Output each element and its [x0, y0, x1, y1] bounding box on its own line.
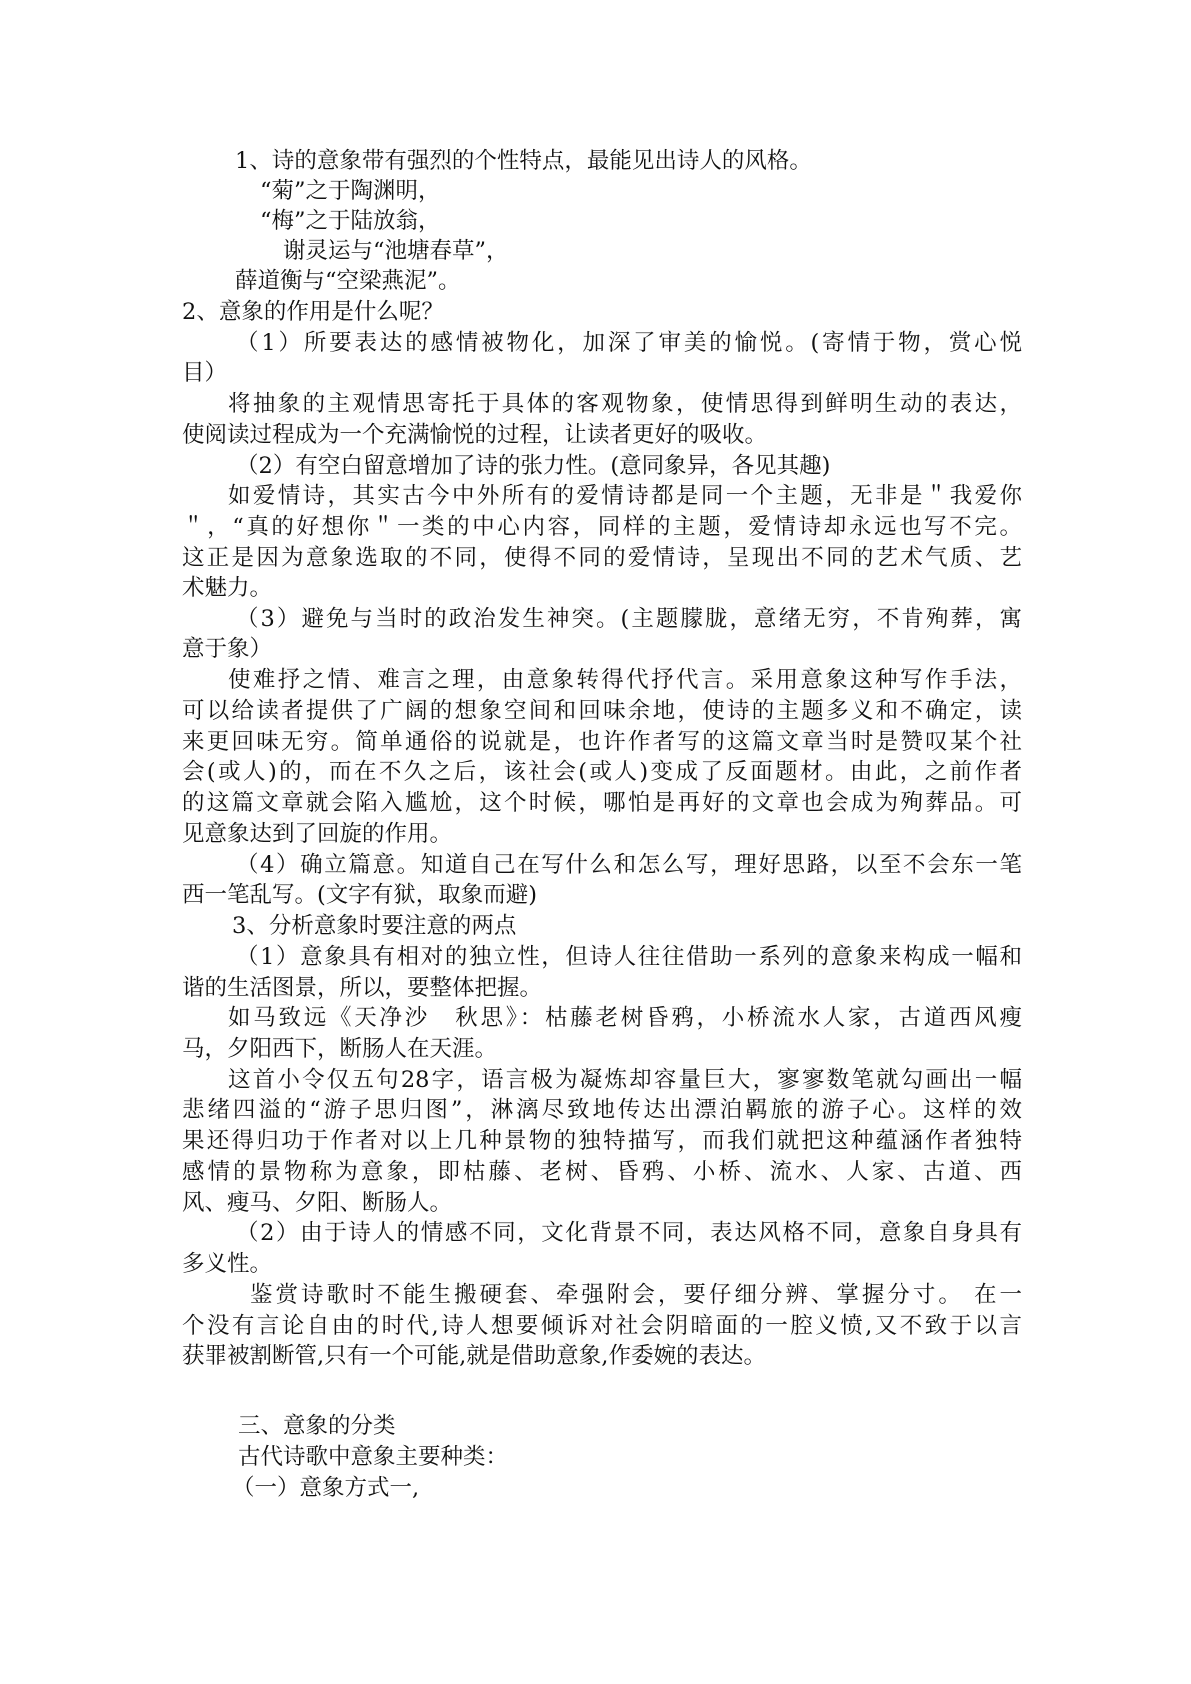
text-line: 谢灵运与“池塘春草”，	[283, 238, 509, 264]
text-line: 1、诗的意象带有强烈的个性特点，最能见出诗人的风格。	[235, 148, 812, 174]
text-line: “梅”之于陆放翁，	[260, 208, 441, 234]
text-line: （2）由于诗人的情感不同，文化背景不同，表达风格不同，意象自身具有	[236, 1220, 1022, 1246]
text-line: 薛道衡与“空梁燕泥”。	[235, 268, 461, 294]
text-line: 马，夕阳西下，断肠人在天涯。	[182, 1036, 498, 1062]
text-line: 来更回味无穷。简单通俗的说就是，也许作者写的这篇文章当时是赞叹某个社	[182, 729, 1022, 755]
text-line: 谐的生活图景，所以，要整体把握。	[182, 975, 543, 1001]
text-line: 多义性。	[182, 1251, 273, 1277]
text-line: 西一笔乱写。(文字有狱，取象而避)	[182, 882, 538, 908]
text-line: 这首小令仅五句28字，语言极为凝炼却容量巨大，寥寥数笔就勾画出一幅	[228, 1067, 1022, 1093]
text-line: 风、瘦马、夕阳、断肠人。	[182, 1190, 453, 1216]
text-line: 见意象达到了回旋的作用。	[182, 821, 453, 847]
text-line: 使难抒之情、难言之理，由意象转得代抒代言。采用意象这种写作手法，	[228, 667, 1022, 693]
text-line: 如马致远《天净沙 秋思》：枯藤老树昏鸦，小桥流水人家，古道西风瘦	[228, 1005, 1022, 1031]
text-line: 意于象）	[182, 636, 273, 662]
text-line: ＂，“真的好想你＂一类的中心内容，同样的主题，爱情诗却永远也写不完。	[182, 514, 1022, 540]
text-line: 个没有言论自由的时代,诗人想要倾诉对社会阴暗面的一腔义愤,又不致于以言	[182, 1313, 1022, 1339]
section-heading: 三、意象的分类	[238, 1413, 396, 1439]
text-line: （2）有空白留意增加了诗的张力性。(意同象异，各见其趣)	[236, 453, 831, 479]
text-line: “菊”之于陶渊明，	[260, 178, 441, 204]
text-line: 会(或人)的，而在不久之后，该社会(或人)变成了反面题材。由此，之前作者	[182, 759, 1022, 785]
text-line: （4）确立篇意。知道自己在写什么和怎么写，理好思路，以至不会东一笔	[236, 852, 1022, 878]
text-line: （一）意象方式一,	[232, 1475, 420, 1501]
text-line: （3）避免与当时的政治发生神突。(主题朦胧，意绪无穷，不肯殉葬，寓	[236, 606, 1022, 632]
text-line: 使阅读过程成为一个充满愉悦的过程，让读者更好的吸收。	[182, 422, 768, 448]
text-line: 悲绪四溢的“游子思归图”，淋漓尽致地传达出漂泊羁旅的游子心。这样的效	[182, 1097, 1022, 1123]
text-line: 这正是因为意象选取的不同，使得不同的爱情诗，呈现出不同的艺术气质、艺	[182, 545, 1022, 571]
text-line: 获罪被割断管,只有一个可能,就是借助意象,作委婉的表达。	[182, 1343, 766, 1369]
text-line: 的这篇文章就会陷入尴尬，这个时候，哪怕是再好的文章也会成为殉葬品。可	[182, 790, 1022, 816]
text-line: 如爱情诗，其实古今中外所有的爱情诗都是同一个主题，无非是＂我爱你	[228, 483, 1022, 509]
text-line: 可以给读者提供了广阔的想象空间和回味余地，使诗的主题多义和不确定，读	[182, 698, 1022, 724]
text-line: 3、分析意象时要注意的两点	[232, 913, 517, 939]
text-line: 目）	[182, 360, 228, 386]
text-line: （1）所要表达的感情被物化，加深了审美的愉悦。(寄情于物，赏心悦	[236, 330, 1022, 356]
text-line: 将抽象的主观情思寄托于具体的客观物象，使情思得到鲜明生动的表达，	[228, 391, 1022, 417]
text-line: （1）意象具有相对的独立性，但诗人往往借助一系列的意象来构成一幅和	[236, 944, 1022, 970]
text-line: 古代诗歌中意象主要种类：	[238, 1444, 509, 1470]
text-line: 果还得归功于作者对以上几种景物的独特描写，而我们就把这种蕴涵作者独特	[182, 1128, 1022, 1154]
text-line: 感情的景物称为意象，即枯藤、老树、昏鸦、小桥、流水、人家、古道、西	[182, 1159, 1022, 1185]
text-line: 鉴赏诗歌时不能生搬硬套、牵强附会，要仔细分辨、掌握分寸。 在一	[250, 1282, 1022, 1308]
text-line: 2、意象的作用是什么呢？	[182, 299, 444, 325]
text-line: 术魅力。	[182, 575, 273, 601]
